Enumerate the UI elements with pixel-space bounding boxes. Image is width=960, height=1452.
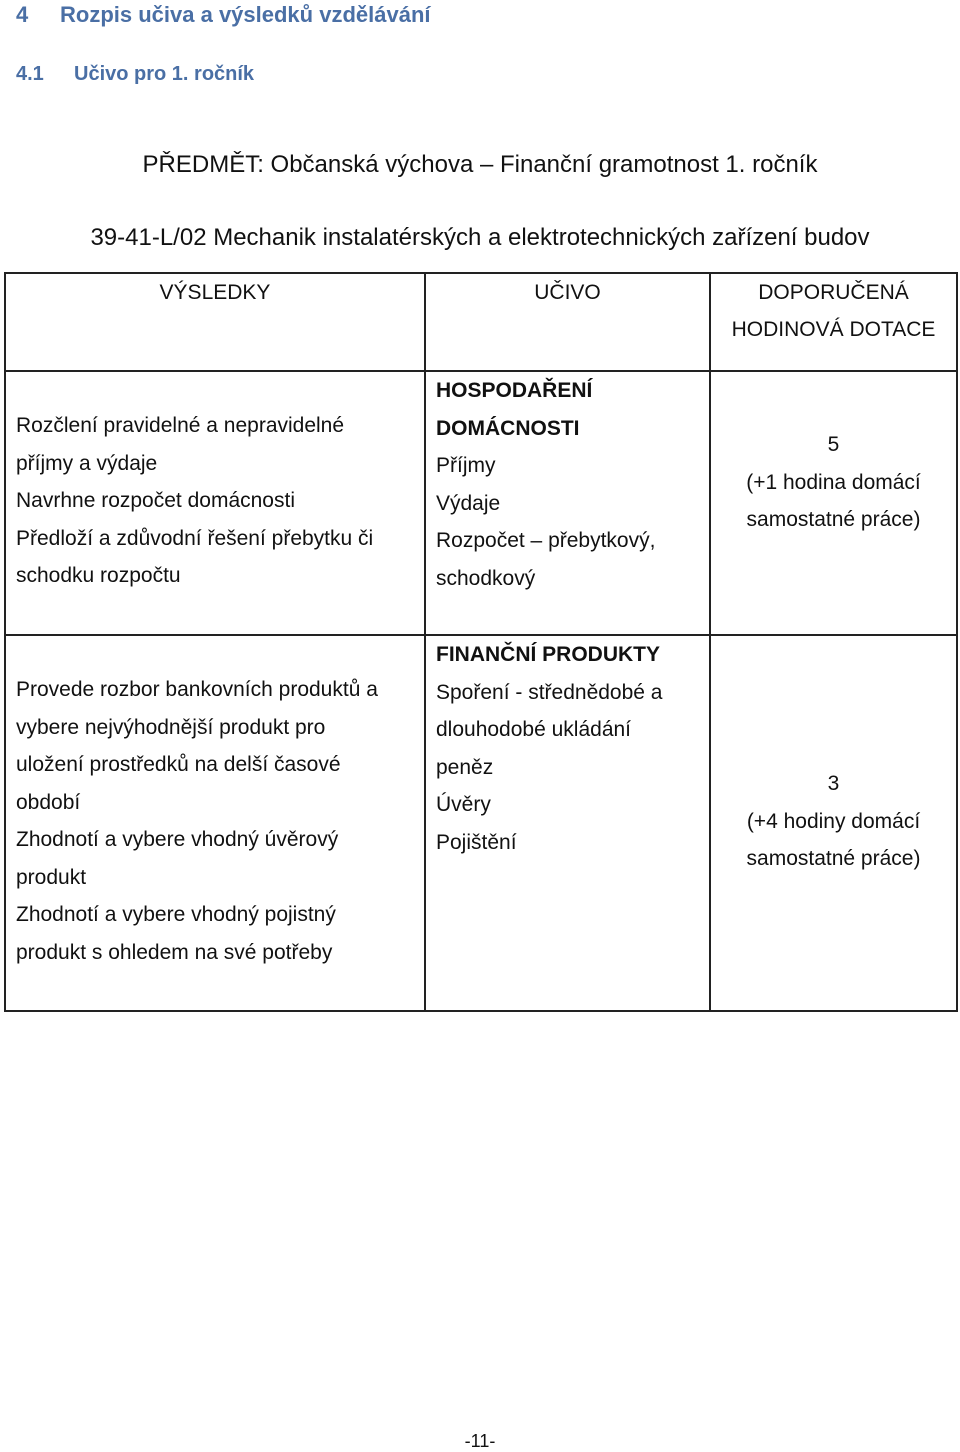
header-content xyxy=(425,273,710,371)
header-hours xyxy=(710,273,957,371)
header-hours-line2: HODINOVÁ DOTACE xyxy=(731,318,936,341)
hours-note: samostatné práce) xyxy=(746,508,921,531)
subject-title: PŘEDMĚT: Občanská výchova – Finanční gramotnost 1. ročník xyxy=(142,151,818,178)
subsection-number: 4.1 xyxy=(16,63,44,85)
row1-hours xyxy=(711,372,956,539)
result-line: období xyxy=(16,790,81,814)
header-hours-line1: DOPORUČENÁ xyxy=(758,281,909,304)
row2-content xyxy=(426,636,709,861)
content-item: schodkový xyxy=(436,566,536,590)
page-number: -11- xyxy=(464,1431,496,1451)
content-item: dlouhodobé ukládání xyxy=(436,718,632,741)
row1-results xyxy=(6,372,424,595)
content-item: Spoření - střednědobé a xyxy=(436,680,663,704)
result-line: produkt s ohledem na své potřeby xyxy=(16,940,333,964)
subsection-title: Učivo pro 1. ročník xyxy=(74,63,255,85)
result-line: vybere nejvýhodnější produkt pro xyxy=(16,715,326,739)
row2-hours xyxy=(711,636,956,878)
section-number: 4 xyxy=(16,2,29,27)
header-results-label: VÝSLEDKY xyxy=(159,281,271,304)
result-line: Zhodnotí a vybere vhodný úvěrový xyxy=(16,828,339,851)
hours-note: (+1 hodina domácí xyxy=(746,470,921,494)
row2-hours-cell xyxy=(710,635,957,1011)
header-results xyxy=(5,273,425,371)
result-line: produkt xyxy=(16,865,87,889)
hours-value: 3 xyxy=(827,772,840,795)
content-title: DOMÁCNOSTI xyxy=(436,416,580,440)
row2-results xyxy=(6,636,424,971)
header-content-label: UČIVO xyxy=(534,281,601,304)
row1-content-cell xyxy=(425,371,710,635)
content-item: Rozpočet – přebytkový, xyxy=(436,529,656,552)
result-line: příjmy a výdaje xyxy=(16,451,158,475)
content-title: HOSPODAŘENÍ xyxy=(436,379,593,402)
subsection-heading xyxy=(16,63,254,86)
section-title: Rozpis učiva a výsledků vzdělávání xyxy=(60,2,431,27)
row1-hours-cell xyxy=(710,371,957,635)
content-item: Pojištění xyxy=(436,830,517,854)
row2-content-cell xyxy=(425,635,710,1011)
result-line: schodku rozpočtu xyxy=(16,564,181,587)
table-row xyxy=(5,371,957,635)
row1-results-cell xyxy=(5,371,425,635)
curriculum-table xyxy=(4,272,958,1012)
row2-results-cell xyxy=(5,635,425,1011)
content-item: Úvěry xyxy=(436,793,491,816)
content-item: peněz xyxy=(436,755,494,779)
result-line: Rozčlení pravidelné a nepravidelné xyxy=(16,414,345,437)
hours-note: (+4 hodiny domácí xyxy=(746,809,921,833)
content-item: Výdaje xyxy=(436,491,501,515)
hours-value: 5 xyxy=(827,433,840,456)
result-line: Předloží a zdůvodní řešení přebytku či xyxy=(16,526,374,550)
program-title: 39-41-L/02 Mechanik instalatérských a elektrotechnických zařízení budov xyxy=(90,224,870,251)
content-item: Příjmy xyxy=(436,454,496,477)
result-line: Navrhne rozpočet domácnosti xyxy=(16,489,295,512)
table-header-row xyxy=(5,273,957,371)
result-line: uložení prostředků na delší časové xyxy=(16,753,341,776)
hours-note: samostatné práce) xyxy=(746,847,921,870)
row1-content xyxy=(426,372,709,597)
section-heading xyxy=(16,2,431,28)
content-title: FINANČNÍ PRODUKTY xyxy=(436,643,660,666)
result-line: Zhodnotí a vybere vhodný pojistný xyxy=(16,903,336,926)
table-row xyxy=(5,635,957,1011)
result-line: Provede rozbor bankovních produktů a xyxy=(16,678,378,701)
